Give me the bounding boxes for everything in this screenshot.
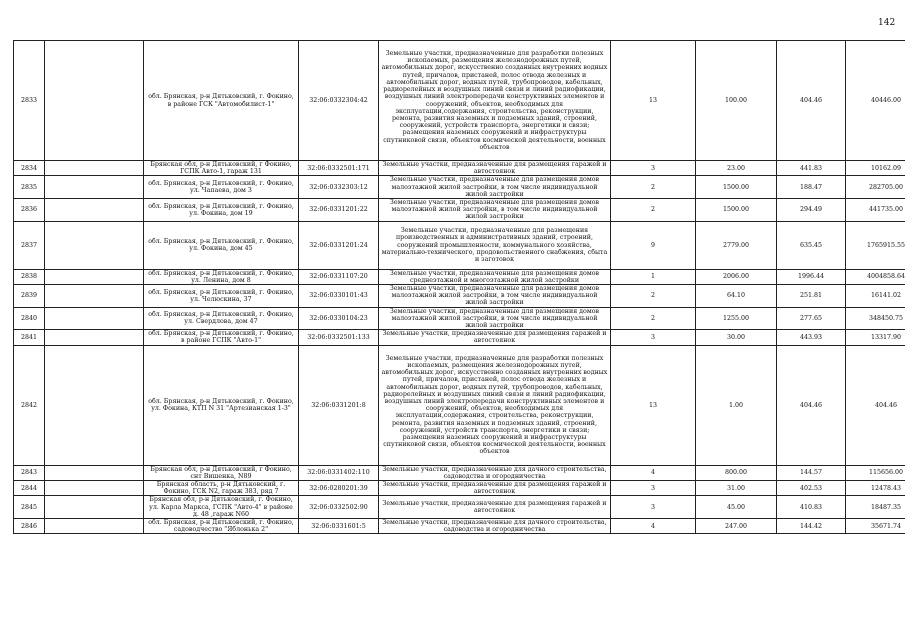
area-cell: 2006.00 <box>696 269 777 284</box>
unit-price-cell: 1996.44 <box>777 269 846 284</box>
use-code-cell: 2 <box>611 307 696 330</box>
cadastral-value-cell: 12478.43 <box>846 481 905 496</box>
cadastral-value-cell: 115656.00 <box>846 465 905 480</box>
address-cell: обл. Брянская, р-н Дятьковский, г. Фокино, ул. Ленина, дом 8 <box>144 269 299 284</box>
address-cell: обл. Брянская, р-н Дятьковский, г. Фокино, в районе ГСПК "Авто-1" <box>144 330 299 345</box>
row-number: 2834 <box>14 161 45 176</box>
cadastral-number-cell: 32:06:0331107:20 <box>299 269 379 284</box>
use-code-cell: 13 <box>611 41 696 161</box>
blank-cell <box>45 161 144 176</box>
area-cell: 64.10 <box>696 285 777 308</box>
blank-cell <box>45 345 144 465</box>
cadastral-value-cell: 40446.00 <box>846 41 905 161</box>
area-cell: 247.00 <box>696 519 777 534</box>
unit-price-cell: 441.83 <box>777 161 846 176</box>
cadastral-number-cell: 32:06:0331601:5 <box>299 519 379 534</box>
unit-price-cell: 144.57 <box>777 465 846 480</box>
row-number: 2840 <box>14 307 45 330</box>
cadastral-number-cell: 32:06:0332501:171 <box>299 161 379 176</box>
row-number: 2841 <box>14 330 45 345</box>
cadastral-value-cell: 282705.00 <box>846 176 905 199</box>
area-cell: 45.00 <box>696 496 777 519</box>
use-code-cell: 9 <box>611 221 696 269</box>
land-use-cell: Земельные участки, предназначенные для разработки полезных ископаемых, размещения железнодорожных путей, автомобильных дорог, искусственно созданных внутренних водных путей, причалов, пристаней, полос отвода железных и автомобильных дорог, водных путей, трубопроводов, кабельных, радиорелейных и воздушных линий связи и линий радиофикации, воздушных линий электропередачи конструктивных элементов и сооружений, объектов, необходимых для эксплуатации,содержания, строительства, реконструкции, ремонта, развития наземных и подземных зданий, строений, сооружений, устройств транспорта, энергетики и связи; размещения наземных сооружений и инфраструктуры спутниковой связи, объектов космической деятельности, военных объектов <box>379 41 611 161</box>
use-code-cell: 1 <box>611 269 696 284</box>
cadastral-value-cell: 441735.00 <box>846 199 905 222</box>
table-row <box>14 519 905 534</box>
cadastral-number-cell: 32:06:0331201:22 <box>299 199 379 222</box>
table-row <box>14 307 905 330</box>
address-cell: обл. Брянская, р-н Дятьковский, г. Фокино, в районе ГСК "Автомобилист-1" <box>144 41 299 161</box>
land-use-cell: Земельные участки, предназначенные для размещения гаражей и автостоянок <box>379 496 611 519</box>
cadastral-value-cell: 18487.35 <box>846 496 905 519</box>
land-registry-table <box>13 40 905 534</box>
land-use-cell: Земельные участки, предназначенные для размещения гаражей и автостоянок <box>379 161 611 176</box>
table-row <box>14 221 905 269</box>
cadastral-value-cell: 404.46 <box>846 345 905 465</box>
table-row <box>14 176 905 199</box>
table-row <box>14 41 905 161</box>
blank-cell <box>45 496 144 519</box>
address-cell: обл. Брянская, р-н Дятьковский, г. Фокино, ул. Фокина, дом 19 <box>144 199 299 222</box>
address-cell: обл. Брянская, р-н Дятьковский, г. Фокино, ул. Чапаева, дом 3 <box>144 176 299 199</box>
table-row <box>14 199 905 222</box>
cadastral-number-cell: 32:06:0280201:39 <box>299 481 379 496</box>
use-code-cell: 2 <box>611 176 696 199</box>
address-cell: Брянская обл, р-н Дятьковский, г. Фокино, ул. Карла Маркса, ГСПК "Авто-4" в районе д. 48 ,гараж N60 <box>144 496 299 519</box>
use-code-cell: 13 <box>611 345 696 465</box>
page-number: 142 <box>878 18 896 28</box>
row-number: 2835 <box>14 176 45 199</box>
address-cell: Брянская область, р-н Дятьковский, г. Фокино, ГСК N2, гараж 383, ряд 7 <box>144 481 299 496</box>
land-use-cell: Земельные участки, предназначенные для размещения производственных и административных зданий, строений, сооружений промышленности, коммунального хозяйства, материально-технического, продовольственного снабжения, сбыта и заготовок <box>379 221 611 269</box>
blank-cell <box>45 221 144 269</box>
cadastral-number-cell: 32:06:0330104:23 <box>299 307 379 330</box>
address-cell: Брянская обл, р-н Дятьковский, г Фокино, ГСПК Авто-1, гараж 131 <box>144 161 299 176</box>
cadastral-number-cell: 32:06:0331402:110 <box>299 465 379 480</box>
unit-price-cell: 277.65 <box>777 307 846 330</box>
row-number: 2842 <box>14 345 45 465</box>
cadastral-value-cell: 16141.02 <box>846 285 905 308</box>
area-cell: 800.00 <box>696 465 777 480</box>
use-code-cell: 2 <box>611 199 696 222</box>
row-number: 2844 <box>14 481 45 496</box>
use-code-cell: 3 <box>611 496 696 519</box>
unit-price-cell: 144.42 <box>777 519 846 534</box>
cadastral-number-cell: 32:06:0330101:43 <box>299 285 379 308</box>
blank-cell <box>45 176 144 199</box>
row-number: 2833 <box>14 41 45 161</box>
land-use-cell: Земельные участки, предназначенные для размещения гаражей и автостоянок <box>379 481 611 496</box>
blank-cell <box>45 465 144 480</box>
blank-cell <box>45 41 144 161</box>
use-code-cell: 3 <box>611 481 696 496</box>
cadastral-number-cell: 32:06:0331201:24 <box>299 221 379 269</box>
cadastral-value-cell: 35671.74 <box>846 519 905 534</box>
cadastral-number-cell: 32:06:0332304:42 <box>299 41 379 161</box>
cadastral-value-cell: 1765915.55 <box>846 221 905 269</box>
table-row <box>14 345 905 465</box>
cadastral-number-cell: 32:06:0332502:90 <box>299 496 379 519</box>
blank-cell <box>45 330 144 345</box>
unit-price-cell: 404.46 <box>777 41 846 161</box>
table-row <box>14 465 905 480</box>
blank-cell <box>45 285 144 308</box>
table-row <box>14 330 905 345</box>
use-code-cell: 4 <box>611 465 696 480</box>
row-number: 2846 <box>14 519 45 534</box>
cadastral-value-cell: 13317.90 <box>846 330 905 345</box>
cadastral-value-cell: 348450.75 <box>846 307 905 330</box>
land-use-cell: Земельные участки, предназначенные для размещения гаражей и автостоянок <box>379 330 611 345</box>
area-cell: 1500.00 <box>696 199 777 222</box>
table-row <box>14 481 905 496</box>
table-row <box>14 161 905 176</box>
area-cell: 1500.00 <box>696 176 777 199</box>
unit-price-cell: 402.53 <box>777 481 846 496</box>
land-use-cell: Земельные участки, предназначенные для разработки полезных ископаемых, размещения железнодорожных путей, автомобильных дорог, искусственно созданных внутренних водных путей, причалов, пристаней, полос отвода железных и автомобильных дорог, водных путей, трубопроводов, кабельных, радиорелейных и воздушных линий связи и линий радиофикации, воздушных линий электропередачи конструктивных элементов и сооружений, объектов, необходимых для эксплуатации,содержания, строительства, реконструкции, ремонта, развития наземных и подземных зданий, строений, сооружений, устройств транспорта, энергетики и связи; размещения наземных сооружений и инфраструктуры спутниковой связи, объектов космической деятельности, военных объектов <box>379 345 611 465</box>
area-cell: 30.00 <box>696 330 777 345</box>
unit-price-cell: 443.93 <box>777 330 846 345</box>
cadastral-value-cell: 10162.09 <box>846 161 905 176</box>
unit-price-cell: 635.45 <box>777 221 846 269</box>
address-cell: обл. Брянская, р-н Дятьковский, г. Фокино, садоводчество "Яблонька 2" <box>144 519 299 534</box>
cadastral-number-cell: 32:06:0332303:12 <box>299 176 379 199</box>
table-body <box>14 41 905 534</box>
table-row <box>14 269 905 284</box>
unit-price-cell: 251.81 <box>777 285 846 308</box>
blank-cell <box>45 269 144 284</box>
cadastral-number-cell: 32:06:0331201:8 <box>299 345 379 465</box>
address-cell: обл. Брянская, р-н Дятьковский, г. Фокино, ул. Фокина, дом 45 <box>144 221 299 269</box>
blank-cell <box>45 199 144 222</box>
area-cell: 1255.00 <box>696 307 777 330</box>
address-cell: обл. Брянская, р-н Дятьковский, г. Фокино, ул. Челюскина, 37 <box>144 285 299 308</box>
land-use-cell: Земельные участки, предназначенные для размещения домов среднеэтажной и многоэтажной жилой застройки <box>379 269 611 284</box>
address-cell: Брянская обл, р-н Дятьковский, г Фокино, снт Вишенка, N89 <box>144 465 299 480</box>
row-number: 2843 <box>14 465 45 480</box>
use-code-cell: 2 <box>611 285 696 308</box>
land-use-cell: Земельные участки, предназначенные для размещения домов малоэтажной жилой застройки, в том числе индивидуальной жилой застройки <box>379 285 611 308</box>
address-cell: обл. Брянская, р-н Дятьковский, г. Фокино, ул. Фокина, КТП N 31 "Артезианская 1-3" <box>144 345 299 465</box>
land-use-cell: Земельные участки, предназначенные для размещения домов малоэтажной жилой застройки, в том числе индивидуальной жилой застройки <box>379 176 611 199</box>
land-use-cell: Земельные участки, предназначенные для дачного строительства, садоводства и огородничества <box>379 519 611 534</box>
row-number: 2838 <box>14 269 45 284</box>
use-code-cell: 4 <box>611 519 696 534</box>
blank-cell <box>45 481 144 496</box>
land-use-cell: Земельные участки, предназначенные для размещения домов малоэтажной жилой застройки, в том числе индивидуальной жилой застройки <box>379 307 611 330</box>
use-code-cell: 3 <box>611 161 696 176</box>
land-use-cell: Земельные участки, предназначенные для дачного строительства, садоводства и огородничества <box>379 465 611 480</box>
unit-price-cell: 294.49 <box>777 199 846 222</box>
table-row <box>14 285 905 308</box>
area-cell: 23.00 <box>696 161 777 176</box>
blank-cell <box>45 519 144 534</box>
unit-price-cell: 404.46 <box>777 345 846 465</box>
address-cell: обл. Брянская, р-н Дятьковский, г. Фокино, ул. Свердлова, дом 47 <box>144 307 299 330</box>
area-cell: 2779.00 <box>696 221 777 269</box>
blank-cell <box>45 307 144 330</box>
area-cell: 31.00 <box>696 481 777 496</box>
area-cell: 1.00 <box>696 345 777 465</box>
row-number: 2845 <box>14 496 45 519</box>
unit-price-cell: 410.83 <box>777 496 846 519</box>
unit-price-cell: 188.47 <box>777 176 846 199</box>
cadastral-value-cell: 4004858.64 <box>846 269 905 284</box>
use-code-cell: 3 <box>611 330 696 345</box>
row-number: 2836 <box>14 199 45 222</box>
row-number: 2837 <box>14 221 45 269</box>
land-use-cell: Земельные участки, предназначенные для размещения домов малоэтажной жилой застройки, в том числе индивидуальной жилой застройки <box>379 199 611 222</box>
row-number: 2839 <box>14 285 45 308</box>
area-cell: 100.00 <box>696 41 777 161</box>
cadastral-number-cell: 32:06:0332501:133 <box>299 330 379 345</box>
table-row <box>14 496 905 519</box>
